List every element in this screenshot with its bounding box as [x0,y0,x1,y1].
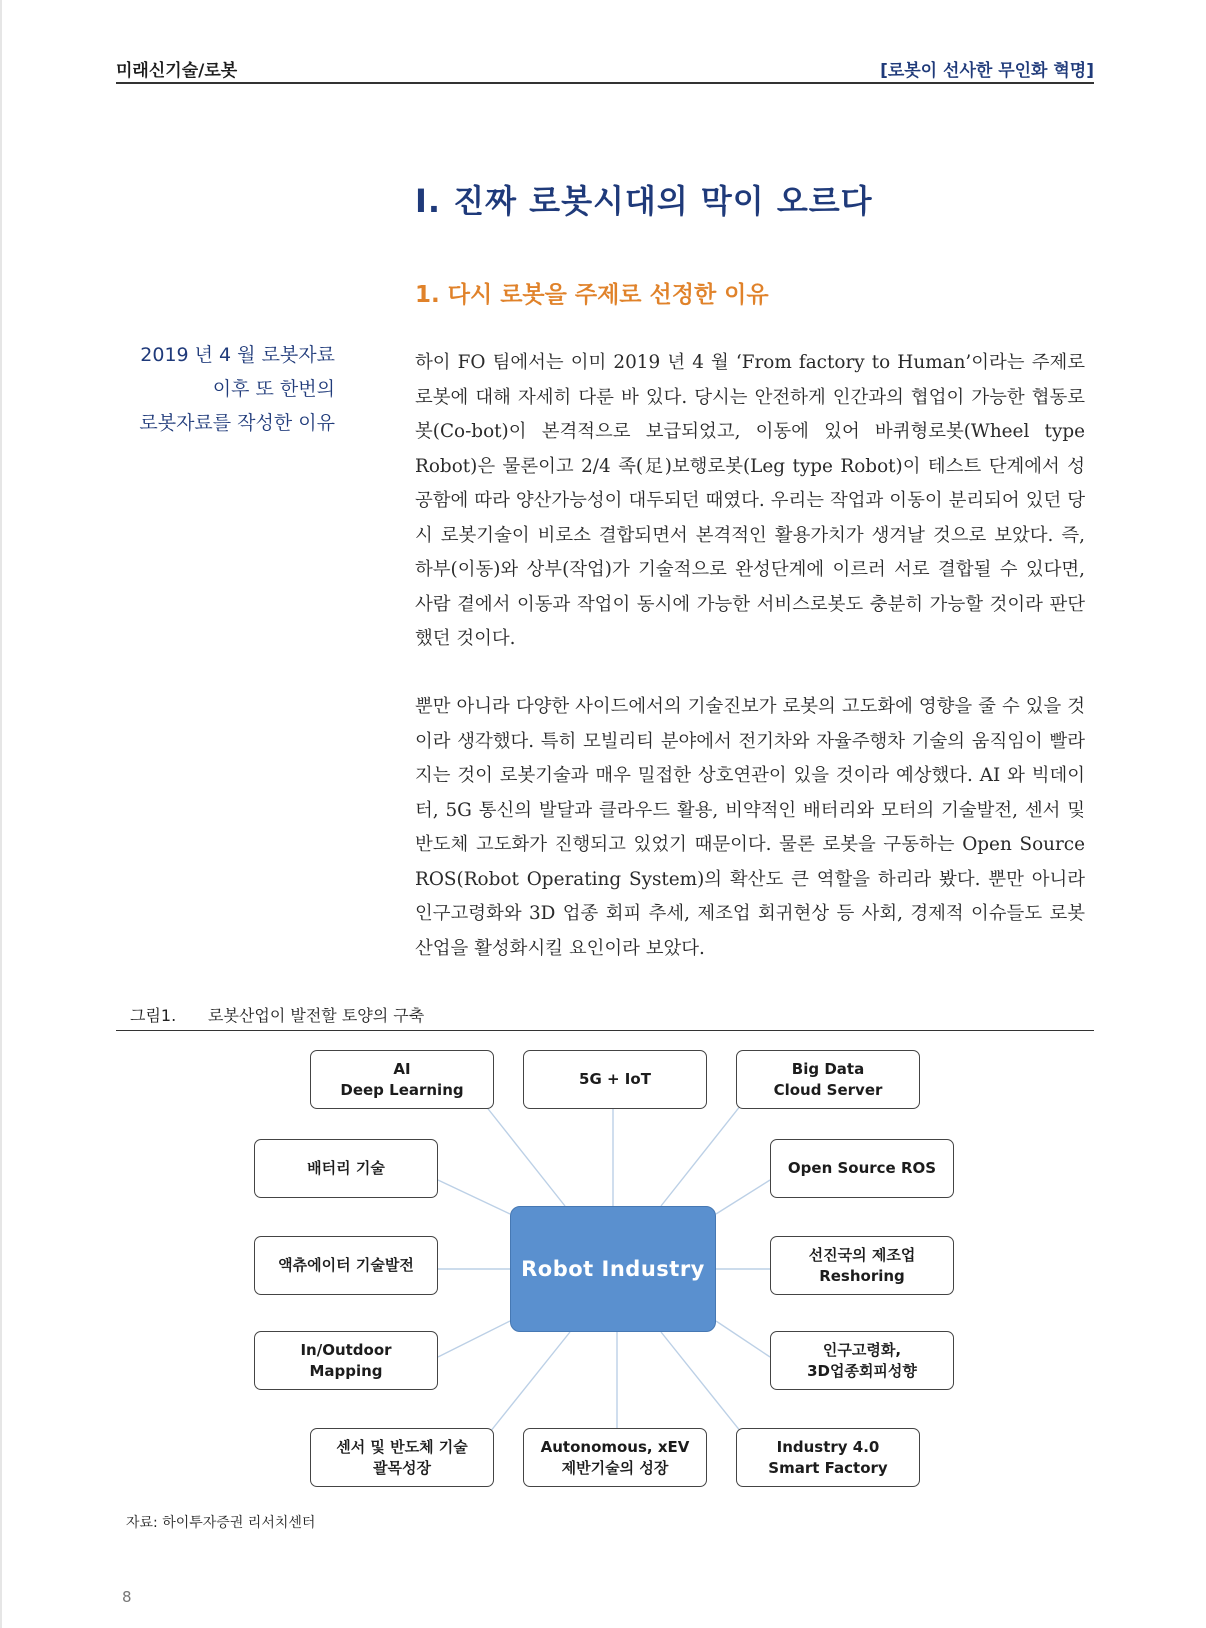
node-autonomous-line-2: 제반기술의 성장 [561,1458,669,1477]
node-industry-4 [736,1428,920,1487]
node-aging [770,1331,954,1390]
side-note-line-2: 이후 또 한번의 [212,378,335,400]
body-paragraph-1: 하이 FO 팀에서는 이미 2019 년 4 월 ‘From factory to Human’이라는 주제로 로봇에 대해 자세히 다룬 바 있다. 당시는 안전하게 인간과의 협업이 가능한 협동로봇(Co-bot)이 본격적으로 보급되었고, 이동에 있어 바퀴형로봇(Wheel type Robot)은 물론이고 2/4 족(足)보행로봇(Leg type Robot)이 테스트 단계에서 성공함에 따라 양산가능성이 대두되던 때였다. 우리는 작업과 이동이 분리되어 있던 당시 로봇기술이 비로소 결합되면서 본격적인 활용가치가 생겨날 것으로 보았다. 즉, 하부(이동)와 상부(작업)가 기술적으로 완성단계에 이르러 서로 결합될 수 있다면, 사람 곁에서 이동과 작업이 동시에 가능한 서비스로봇도 충분히 가능할 것이라 판단했던 것이다. [415,352,1085,649]
side-note [130,338,335,440]
connector-sensor [490,1332,570,1432]
figure-number: 그림1. [130,1006,177,1025]
node-mapping [254,1331,438,1390]
node-battery-line-1: 배터리 기술 [307,1159,385,1177]
center-node-robot-industry: Robot Industry [510,1206,716,1332]
node-5g-line-1: 5G + IoT [579,1070,651,1088]
header-divider [116,82,1094,84]
subsection-title: 1. 다시 로봇을 주제로 선정한 이유 [415,282,769,308]
connector-battery [438,1180,510,1214]
node-actuator-line-1: 액츄에이터 기술발전 [278,1256,414,1274]
node-bigdata-line-2: Cloud Server [773,1080,883,1099]
node-ros-line-1: Open Source ROS [787,1159,937,1177]
node-aging-line-2: 3D업종회피성향 [807,1361,917,1380]
node-industry-line-2: Smart Factory [768,1458,888,1477]
body-paragraph-2: 뿐만 아니라 다양한 사이드에서의 기술진보가 로봇의 고도화에 영향을 줄 수 있을 것이라 생각했다. 특히 모빌리티 분야에서 전기차와 자율주행차 기술의 움직임이 빨라지는 것이 로봇기술과 매우 밀접한 상호연관이 있을 것이라 예상했다. AI 와 빅데이터, 5G 통신의 발달과 클라우드 활용, 비약적인 배터리와 모터의 기술발전, 센서 및 반도체 고도화가 진행되고 있었기 때문이다. 물론 로봇을 구동하는 Open Source ROS(Robot Operating System)의 확산도 큰 역할을 하리라 봤다. 뿐만 아니라 인구고령화와 3D 업종 회피 추세, 제조업 회귀현상 등 사회, 경제적 이슈들도 로봇산업을 활성화시킬 요인이라 보았다. [415,696,1085,959]
node-actuator [254,1236,438,1295]
node-reshoring [770,1236,954,1295]
node-bigdata-line-1: Big Data [791,1059,865,1078]
node-sensor-line-2: 괄목성장 [373,1458,431,1477]
node-battery [254,1139,438,1198]
node-sensor [310,1428,494,1487]
node-industry-line-1: Industry 4.0 [776,1437,880,1456]
source-note: 자료: 하이투자증권 리서치센터 [126,1515,316,1531]
node-mapping-line-2: Mapping [309,1361,383,1380]
node-ai-line-2: Deep Learning [340,1080,464,1099]
node-ai-deep-learning [310,1050,494,1109]
side-note-line-3: 로봇자료를 작성한 이유 [139,412,335,434]
node-autonomous-line-1: Autonomous, xEV [540,1437,690,1456]
figure-divider [116,1030,1094,1031]
connector-industry [661,1332,741,1432]
node-big-data [736,1050,920,1109]
node-aging-line-1: 인구고령화, [822,1340,902,1359]
connector-mapping [438,1321,510,1357]
figure-title: 로봇산업이 발전할 토양의 구축 [208,1006,425,1025]
page-edge [0,0,2,1628]
connector-ros [716,1180,770,1214]
connector-aging [716,1321,770,1357]
header-report-title: [로봇이 선사한 무인화 혁명] [880,61,1094,81]
node-autonomous [523,1428,707,1487]
section-title: Ⅰ. 진짜 로봇시대의 막이 오르다 [415,182,873,220]
node-reshoring-line-1: 선진국의 제조업 [808,1245,916,1264]
node-reshoring-line-2: Reshoring [819,1266,905,1285]
figure-caption [130,1003,424,1026]
node-mapping-line-1: In/Outdoor [300,1340,392,1359]
connector-bigdata [661,1105,741,1206]
node-sensor-line-1: 센서 및 반도체 기술 [336,1437,468,1456]
header-section-label: 미래신기술/로봇 [116,61,238,81]
node-open-source-ros [770,1139,954,1198]
page-number: 8 [122,1588,132,1606]
connector-ai [485,1105,565,1206]
node-ai-line-1: AI [393,1059,411,1078]
node-5g-iot [523,1050,707,1109]
side-note-line-1: 2019 년 4 월 로봇자료 [140,344,335,366]
